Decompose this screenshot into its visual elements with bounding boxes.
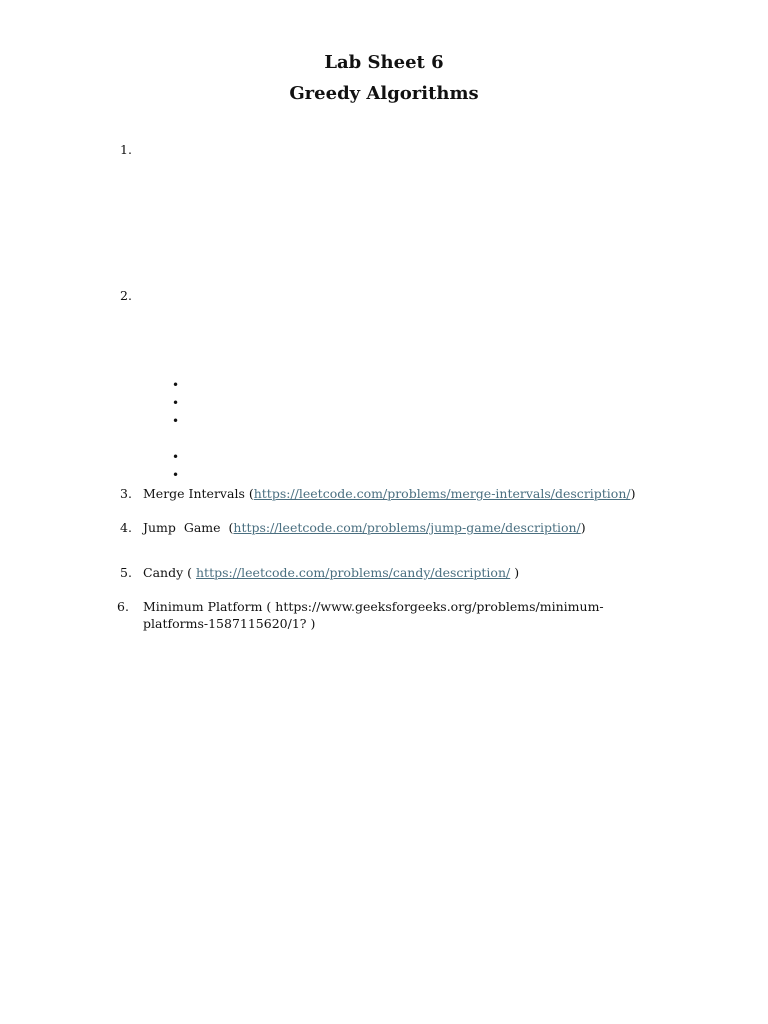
merge-intervals-link[interactable]: https://leetcode.com/problems/merge-intervals/description/ (253, 486, 631, 501)
bullet-point: • (172, 450, 180, 464)
bullet-point: • (172, 468, 180, 482)
question-number-3: 3. (120, 486, 132, 501)
question-4-name: Jump Game (143, 520, 221, 535)
bullet-point: • (172, 414, 180, 428)
question-number-5: 5. (120, 565, 132, 580)
question-number-2: 2. (120, 288, 132, 303)
question-number-6: 6. (117, 599, 129, 614)
question-number-4: 4. (120, 520, 132, 535)
page-title: Lab Sheet 6 (324, 52, 444, 73)
jump-game-link[interactable]: https://leetcode.com/problems/jump-game/description/ (233, 520, 581, 535)
candy-link[interactable]: https://leetcode.com/problems/candy/description/ (196, 565, 511, 580)
question-5-name: Candy (143, 565, 184, 580)
question-5-text: Candy ( https://leetcode.com/problems/candy/description/ ) (143, 565, 520, 580)
question-3-text: Merge Intervals (https://leetcode.com/problems/merge-intervals/description/) (143, 486, 636, 501)
question-3-name: Merge Intervals (143, 486, 245, 501)
bullet-point: • (172, 378, 180, 392)
bullet-point: • (172, 396, 180, 410)
question-4-text: Jump Game (https://leetcode.com/problems/jump-game/description/) (143, 520, 586, 535)
question-6-text: Minimum Platform ( https://www.geeksforgeeks.org/problems/minimum-platforms-1587115620/1? ) (143, 599, 604, 631)
question-number-1: 1. (120, 142, 132, 157)
page-subtitle: Greedy Algorithms (289, 83, 479, 104)
